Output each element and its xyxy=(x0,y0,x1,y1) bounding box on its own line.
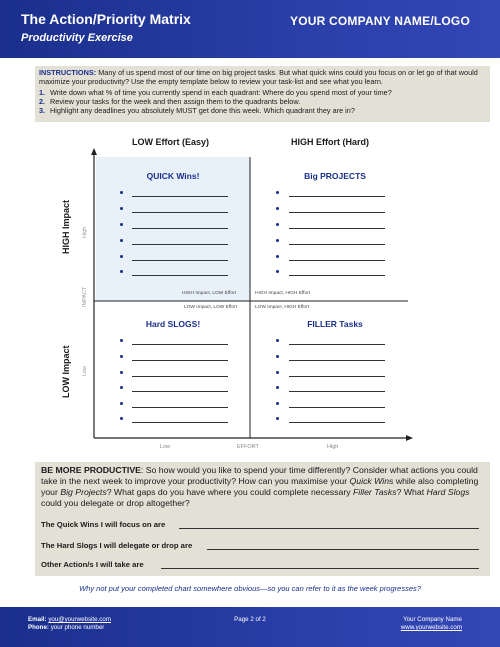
instruction-step: 2. Review your tasks for the week and then assign them to the quadrants below. xyxy=(39,96,301,106)
y-axis-arrow-icon xyxy=(91,148,97,155)
footer-phone: Phone: your phone number xyxy=(28,624,105,631)
blank-line xyxy=(132,407,228,408)
blank-line xyxy=(132,228,228,229)
bullet-icon xyxy=(120,355,123,358)
blank-line xyxy=(289,228,385,229)
bullet-icon xyxy=(120,270,123,273)
blank-line xyxy=(289,244,385,245)
blank-line xyxy=(289,275,385,276)
footer-email: Email: you@yourwebsite.com xyxy=(28,616,111,623)
blank-line xyxy=(289,376,385,377)
axis-label-high: High xyxy=(82,226,88,238)
blank-line xyxy=(132,391,228,392)
bullet-icon xyxy=(276,239,279,242)
bullet-icon xyxy=(120,223,123,226)
bullet-icon xyxy=(120,207,123,210)
bullet-icon xyxy=(276,255,279,258)
quadrant-caption-filler-tasks: LOW Impact, HIGH Effort xyxy=(255,305,310,310)
quadrant-caption-quick-wins: HIGH Impact, LOW Effort xyxy=(182,291,237,296)
footer-company: Your Company Name xyxy=(403,616,462,623)
bullet-icon xyxy=(120,371,123,374)
instruction-step: 3. Highlight any deadlines you absolutely MUST get done this week. Which quadrant they are in? xyxy=(39,106,355,116)
blank-line xyxy=(289,422,385,423)
bullet-icon xyxy=(276,223,279,226)
row-header-high-impact: HIGH Impact xyxy=(61,199,71,254)
bullet-icon xyxy=(276,402,279,405)
row-header-low-impact: LOW Impact xyxy=(61,345,71,398)
other-actions-field-label: Other Action/s I will take are xyxy=(41,560,144,569)
bullet-icon xyxy=(120,417,123,420)
blank-line xyxy=(289,391,385,392)
page-title: The Action/Priority Matrix xyxy=(21,11,191,27)
x-axis-label-effort: EFFORT xyxy=(237,444,259,450)
productivity-box xyxy=(35,462,490,576)
bullet-icon xyxy=(276,207,279,210)
blank-line xyxy=(289,360,385,361)
bullet-icon xyxy=(276,371,279,374)
bullet-icon xyxy=(276,270,279,273)
column-header-low-effort: LOW Effort (Easy) xyxy=(132,137,210,147)
hard-slogs-field-label: The Hard Slogs I will delegate or drop are xyxy=(41,541,193,550)
bullet-icon xyxy=(276,417,279,420)
blank-line xyxy=(289,260,385,261)
quick-wins-field-label: The Quick Wins I will focus on are xyxy=(41,520,166,529)
other-actions-field-line[interactable] xyxy=(161,568,479,569)
bullet-icon xyxy=(276,191,279,194)
quick-wins-field-line[interactable] xyxy=(179,528,479,529)
quadrant-caption-hard-slogs: LOW Impact, LOW Effort xyxy=(184,305,237,310)
x-axis-arrow-icon xyxy=(406,435,413,441)
website-link[interactable]: www.yourwebsite.com xyxy=(400,624,462,631)
blank-line xyxy=(132,212,228,213)
blank-line xyxy=(132,244,228,245)
blank-line xyxy=(132,196,228,197)
bullet-icon xyxy=(276,339,279,342)
quadrant-caption-big-projects: HIGH Impact, HIGH Effort xyxy=(255,291,311,296)
axis-label-low: Low xyxy=(82,365,88,376)
bullet-icon xyxy=(120,255,123,258)
blank-line xyxy=(132,344,228,345)
blank-line xyxy=(289,212,385,213)
blank-line xyxy=(289,196,385,197)
productivity-lead: BE MORE PRODUCTIVE xyxy=(41,465,141,475)
page-number: Page 2 of 2 xyxy=(234,616,266,623)
productivity-text: BE MORE PRODUCTIVE: So how would you like to spend your time differently? Consider what actions you could take in the next week to improve your productivity? How can you maximise your Quick Wins while also completing your Big Projects? What gaps do you have where you could complete necessary Filler Tasks? What Hard Slogs could you delegate or drop altogether? xyxy=(41,465,479,508)
blank-line xyxy=(132,422,228,423)
company-logo-placeholder: YOUR COMPANY NAME/LOGO xyxy=(290,14,470,28)
instruction-step: 1. Write down what % of time you currently spend in each quadrant: Where do you spend most of your time? xyxy=(39,87,392,97)
blank-line xyxy=(132,275,228,276)
bullet-icon xyxy=(120,239,123,242)
bullet-icon xyxy=(276,386,279,389)
axis-label-impact: IMPACT xyxy=(82,286,88,307)
quadrant-title-hard-slogs: Hard SLOGS! xyxy=(145,319,201,329)
x-axis-label-high: High xyxy=(327,444,339,450)
hard-slogs-field-line[interactable] xyxy=(207,549,479,550)
bullet-icon xyxy=(120,386,123,389)
bullet-icon xyxy=(120,402,123,405)
quadrant-title-filler-tasks: FILLER Tasks xyxy=(307,319,363,329)
email-link[interactable]: you@yourwebsite.com xyxy=(48,616,111,623)
bullet-icon xyxy=(276,355,279,358)
column-header-high-effort: HIGH Effort (Hard) xyxy=(291,137,369,147)
page-subtitle: Productivity Exercise xyxy=(21,32,133,44)
bullet-icon xyxy=(120,191,123,194)
blank-line xyxy=(132,376,228,377)
instructions-label: INSTRUCTIONS: xyxy=(39,68,97,77)
blank-line xyxy=(132,360,228,361)
quadrant-title-quick-wins: QUICK Wins! xyxy=(146,171,200,181)
instructions-body: Many of us spend most of our time on big project tasks. But what quick wins could you focus on or let go of that would maximize your productivity? Use the empty template below to review your task-list and see what you learn. xyxy=(39,68,478,87)
blank-line xyxy=(132,260,228,261)
bullet-icon xyxy=(120,339,123,342)
tagline: Why not put your completed chart somewhere obvious—so you can refer to it as the week progresses? xyxy=(79,584,421,593)
x-axis-label-low: Low xyxy=(160,444,171,450)
quadrant-title-big-projects: Big PROJECTS xyxy=(304,171,366,181)
blank-line xyxy=(289,344,385,345)
page-footer xyxy=(0,607,500,647)
blank-line xyxy=(289,407,385,408)
